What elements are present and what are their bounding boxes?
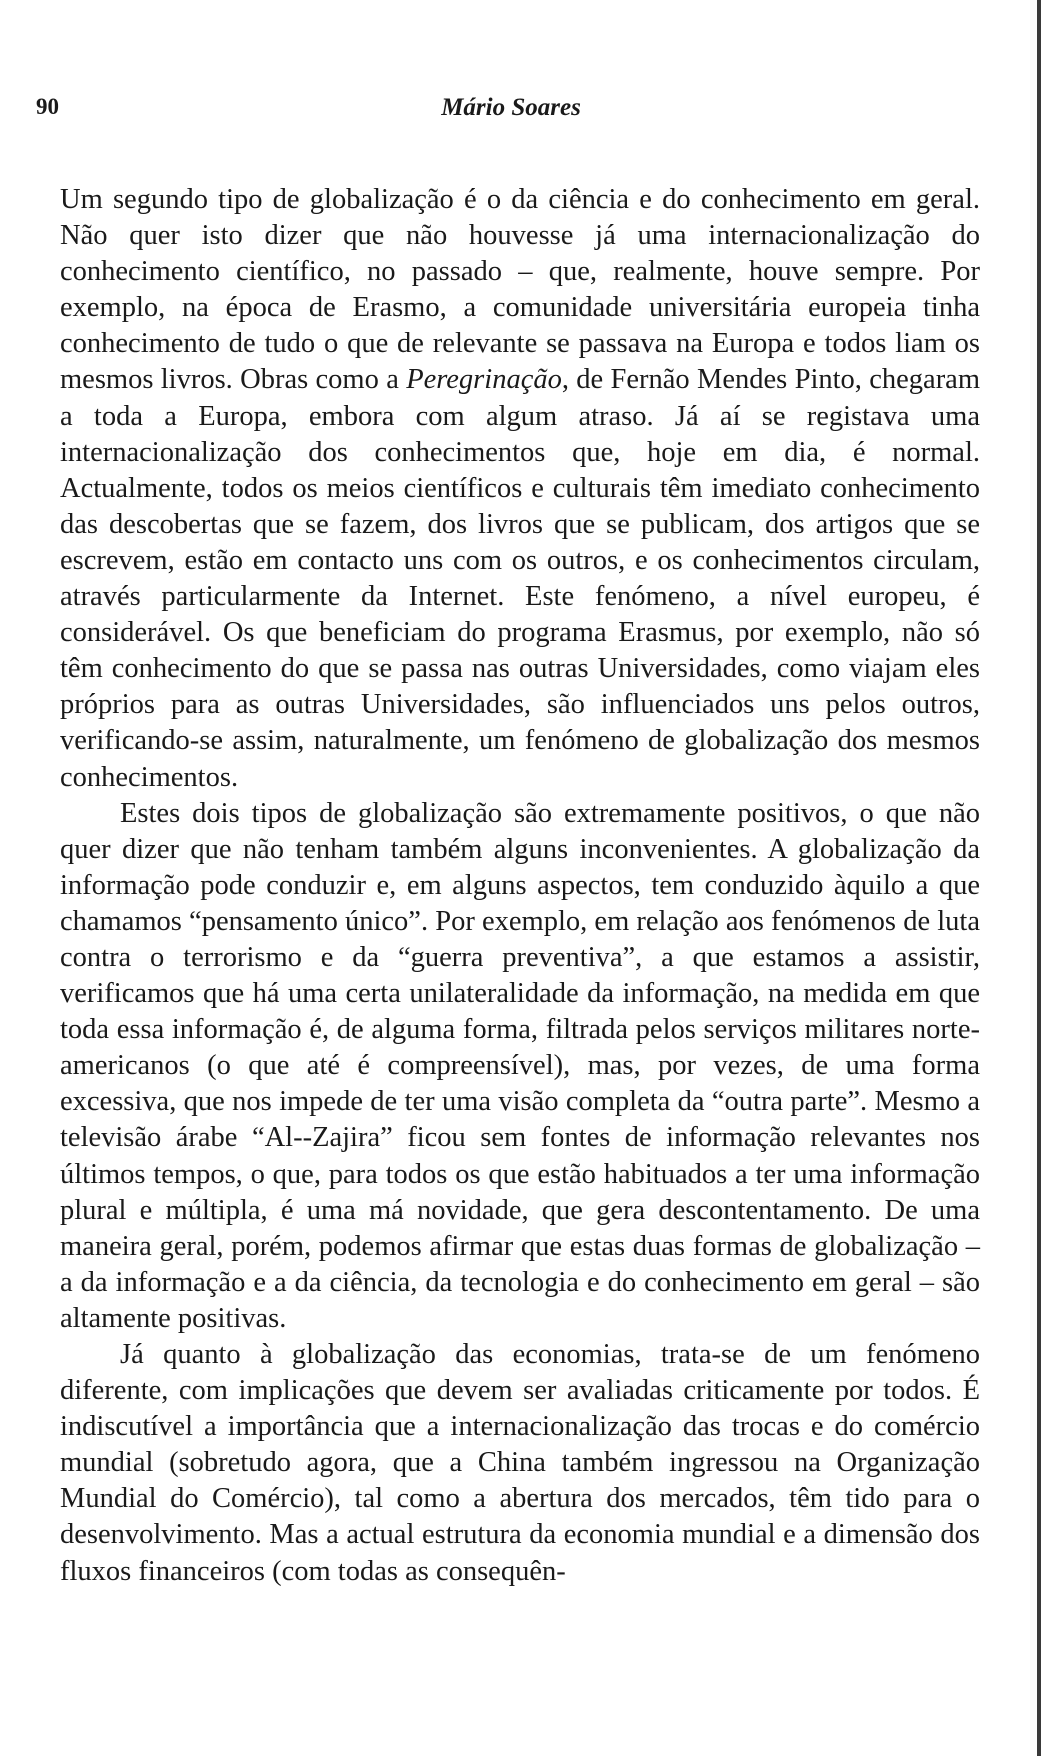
paragraph-1 bbox=[60, 182, 980, 796]
running-head: Mário Soares bbox=[441, 94, 581, 121]
page-header bbox=[36, 94, 986, 124]
page-number: 90 bbox=[36, 94, 59, 119]
paragraph-2: Estes dois tipos de globalização são extremamente positivos, o que não quer dizer que não tenham também alguns inconvenientes. A globalização da informação pode conduzir e, em alguns aspectos, tem conduzido àquilo a que chamamos “pensamento único”. Por exemplo, em relação aos fenómenos de luta contra o terrorismo e da “guerra preventiva”, a que estamos a assistir, verificamos que há uma certa unilateralidade da informação, na medida em que toda essa informação é, de alguma forma, filtrada pelos serviços militares norte-americanos (o que até é compreensível), mas, por vezes, de uma forma excessiva, que nos impede de ter uma visão completa da “outra parte”. Mesmo a televisão árabe “Al--Zajira” ficou sem fontes de informação relevantes nos últimos tempos, o que, para todos os que estão habituados a ter uma informação plural e múltipla, é uma má novidade, que gera descontentamento. De uma maneira geral, porém, podemos afirmar que estas duas formas de globalização – a da informação e a da ciência, da tecnologia e do conhecimento em geral – são altamente positivas. bbox=[60, 797, 980, 1334]
book-title: Peregrinação bbox=[406, 364, 562, 396]
paragraph-1-text-a: Um segundo tipo de globalização é o da ciência e do conhecimento em geral. Não quer isto dizer que não houvesse já uma internacionalização do conhecimento científico, no passado – que, realmente, houve sempre. Por exemplo, na época de Erasmo, a comunidade universitária europeia tinha conhecimento de tudo o que de relevante se passava na Europa e todos liam os mesmos livros. Obras como a bbox=[60, 184, 980, 396]
page-edge bbox=[1037, 0, 1041, 1756]
body-text bbox=[60, 182, 980, 1590]
paragraph-3: Já quanto à globalização das economias, trata-se de um fenómeno diferente, com implicações que devem ser avaliadas criticamente por todos. É indiscutível a importância que a internacionalização das trocas e do comércio mundial (sobretudo agora, que a China também ingressou na Organização Mundial do Comércio), tal como a abertura dos mercados, têm tido para o desenvolvimento. Mas a actual estrutura da economia mundial e a dimensão dos fluxos financeiros (com todas as consequên- bbox=[60, 1339, 980, 1587]
paragraph-1-text-b: , de Fernão Mendes Pinto, chegaram a toda a Europa, embora com algum atraso. Já aí se registava uma internacionalização dos conhecimentos que, hoje em dia, é normal. Actualmente, todos os meios científicos e culturais têm imediato conhecimento das descobertas que se fazem, dos livros que se publicam, dos artigos que se escrevem, estão em contacto uns com os outros, e os conhecimentos circulam, através particularmente da Internet. Este fenómeno, a nível europeu, é considerável. Os que beneficiam do programa Erasmus, por exemplo, não só têm conhecimento do que se passa nas outras Universidades, como viajam eles próprios para as outras Universidades, são influenciados uns pelos outros, verificando-se assim, naturalmente, um fenómeno de globalização dos mesmos conhecimentos. bbox=[60, 364, 980, 793]
